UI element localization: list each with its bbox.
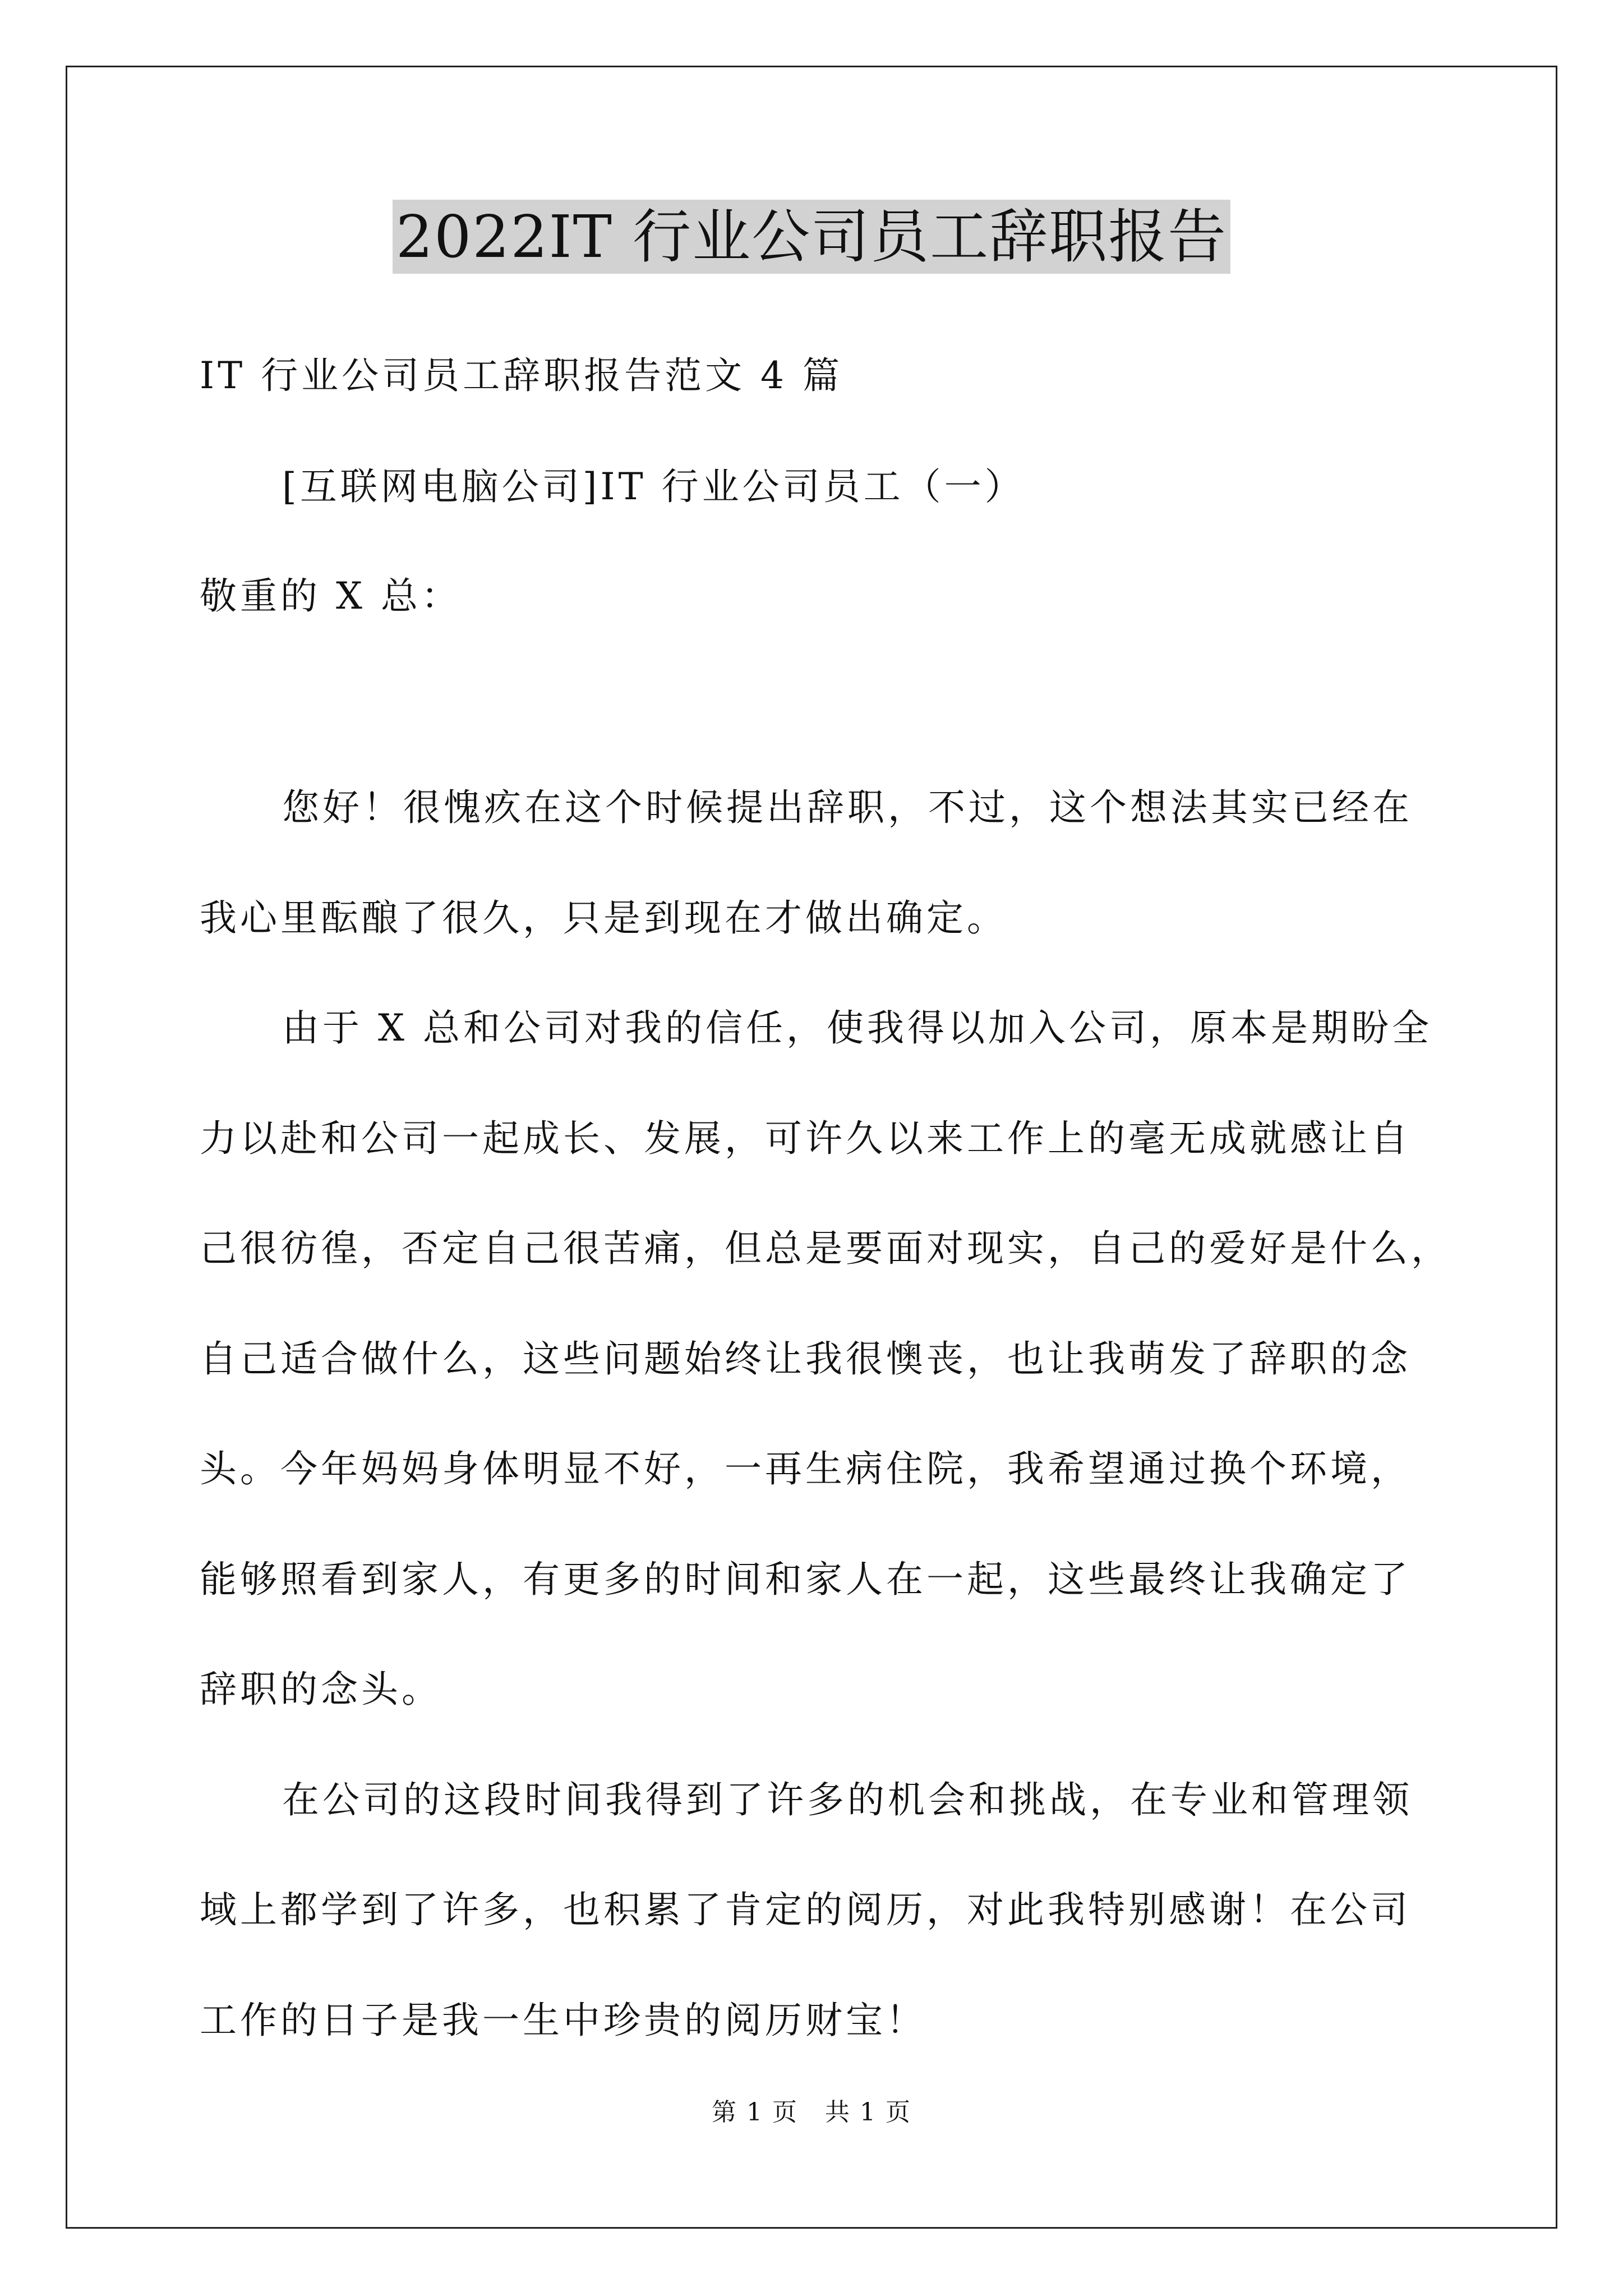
body-line: 域上都学到了许多，也积累了肯定的阅历，对此我特别感谢！在公司 [200, 1888, 1411, 1931]
body-line: 己很彷徨，否定自己很苦痛，但总是要面对现实，自己的爱好是什么， [200, 1227, 1451, 1270]
salutation: 敬重的 X 总： [200, 574, 462, 618]
body-line: 工作的日子是我一生中珍贵的阅历财宝！ [200, 1999, 926, 2042]
body-line: 力以赴和公司一起成长、发展，可许久以来工作上的毫无成就感让自 [200, 1117, 1411, 1160]
body-line: 在公司的这段时间我得到了许多的机会和挑战，在专业和管理领 [282, 1778, 1413, 1821]
document-title: 2022IT 行业公司员工辞职报告 [393, 200, 1230, 274]
body-line: 我心里酝酿了很久，只是到现在才做出确定。 [200, 896, 1007, 940]
body-line: 由于 X 总和公司对我的信任，使我得以加入公司，原本是期盼全 [282, 1006, 1432, 1050]
body-line: 能够照看到家人，有更多的时间和家人在一起，这些最终让我确定了 [200, 1558, 1411, 1601]
body-line: 头。今年妈妈身体明显不好，一再生病住院，我希望通过换个环境， [200, 1447, 1411, 1490]
page-footer: 第 1 页 共 1 页 [712, 2098, 911, 2127]
body-line: 辞职的念头。 [200, 1668, 442, 1711]
body-line: 自己适合做什么，这些问题始终让我很懊丧，也让我萌发了辞职的念 [200, 1337, 1411, 1381]
document-subtitle: IT 行业公司员工辞职报告范文 4 篇 [200, 354, 843, 397]
title-container [0, 200, 1623, 274]
body-line: 您好！很愧疚在这个时候提出辞职，不过，这个想法其实已经在 [282, 786, 1413, 829]
section-heading: [互联网电脑公司]IT 行业公司员工（一） [282, 465, 1025, 508]
